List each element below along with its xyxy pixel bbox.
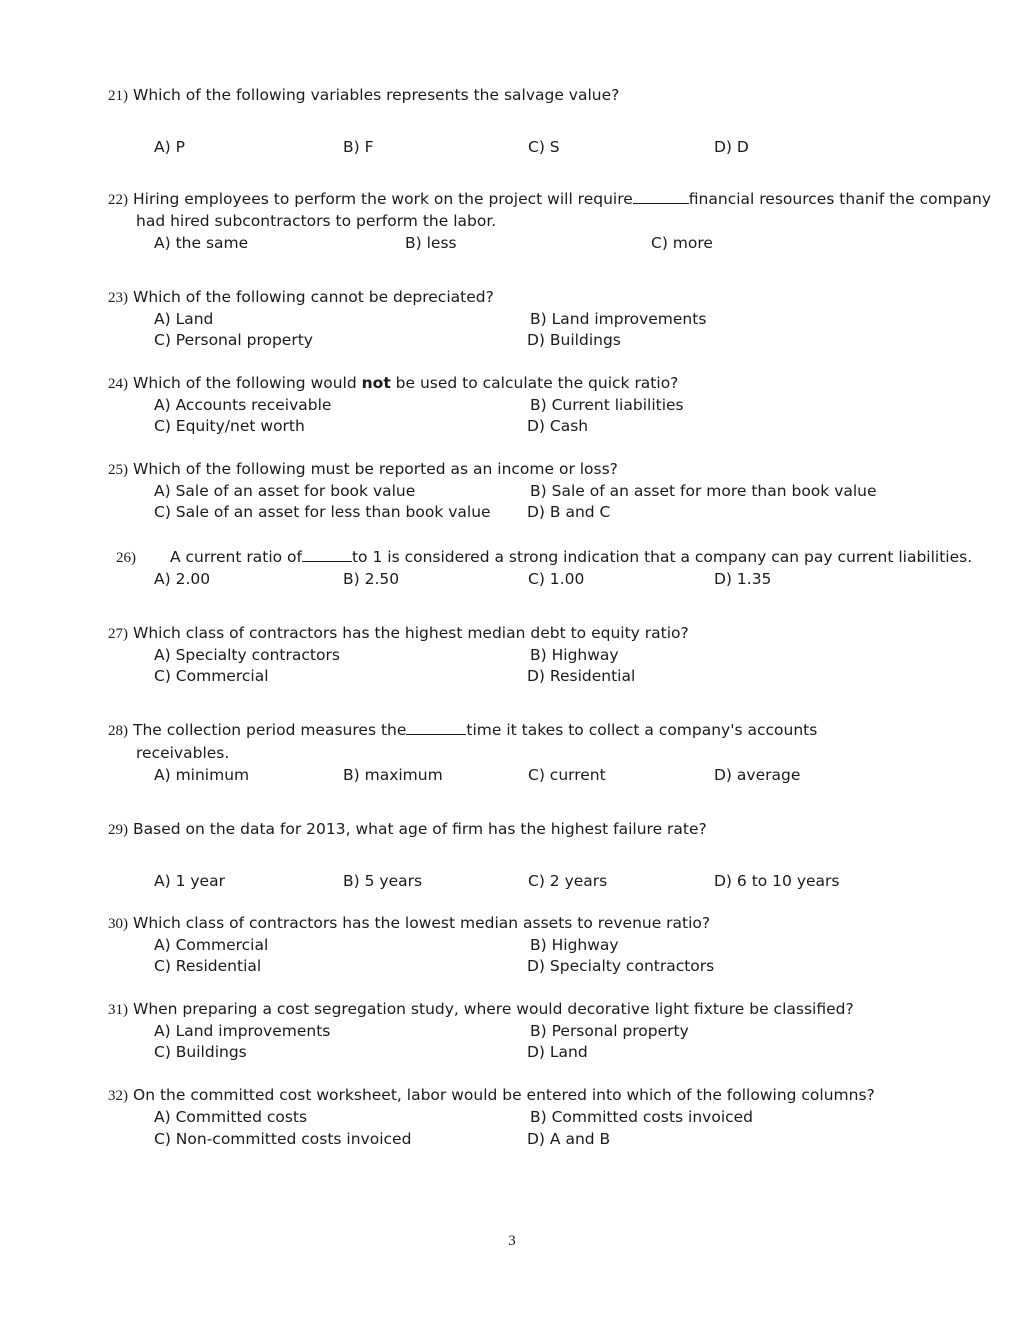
question-number: 26) [116,550,136,566]
question-text-before-blank: The collection period measures the [133,721,407,739]
option-a: A) P [154,138,185,156]
option-a: A) 1 year [154,872,225,890]
page-number: 3 [508,1233,516,1249]
question-number: 23) [108,290,128,306]
option-b: B) less [405,234,457,252]
option-a: A) Committed costs [154,1108,308,1126]
option-d: D) A and B [527,1130,611,1148]
option-b: B) Land improvements [530,310,707,328]
question-stem [116,547,972,568]
question-number: 24) [108,376,128,392]
question-stem [108,819,707,840]
question-text: Which class of contractors has the lowest median assets to revenue ratio? [133,914,711,932]
option-b: B) F [343,138,374,156]
option-a: A) minimum [154,766,250,784]
question-text-before-blank: A current ratio of [170,548,302,566]
question-text-after-emphasis: be used to calculate the quick ratio? [395,374,679,392]
option-d: D) Cash [527,417,589,435]
answer-blank [406,720,466,735]
option-c: C) Buildings [154,1043,247,1061]
option-a: A) Accounts receivable [154,396,332,414]
question-text-after-blank: to 1 is considered a strong indication that a company can pay current liabilities. [351,548,973,566]
option-a: A) Land improvements [154,1022,331,1040]
option-d: D) Specialty contractors [527,957,715,975]
option-c: C) Residential [154,957,262,975]
question-stem [108,459,618,480]
question-stem [108,720,817,741]
option-b: B) Current liabilities [530,396,684,414]
answer-blank [633,189,689,204]
option-d: D) B and C [527,503,611,521]
emphasis-not: not [361,374,391,392]
option-c: C) 2 years [528,872,608,890]
option-b: B) Personal property [530,1022,689,1040]
question-text-after-blank: time it takes to collect a company's accounts [466,721,818,739]
question-number: 31) [108,1002,128,1018]
question-text: Which class of contractors has the highest median debt to equity ratio? [133,624,689,642]
question-number: 21) [108,88,128,104]
option-d: D) D [714,138,749,156]
option-d: D) Buildings [527,331,621,349]
question-text: When preparing a cost segregation study, where would decorative light fixture be classified? [133,1000,854,1018]
question-text: On the committed cost worksheet, labor would be entered into which of the following columns? [133,1086,875,1104]
option-c: C) 1.00 [528,570,585,588]
option-d: D) 1.35 [714,570,772,588]
question-stem [108,287,494,308]
question-text: Which of the following must be reported as an income or loss? [133,460,618,478]
question-stem [108,913,710,934]
option-b: B) 2.50 [343,570,400,588]
question-number: 32) [108,1088,128,1104]
question-number: 29) [108,822,128,838]
option-a: A) the same [154,234,249,252]
option-c: C) Sale of an asset for less than book value [154,503,491,521]
question-text-before-blank: Hiring employees to perform the work on the project will require [133,190,633,208]
option-b: B) 5 years [343,872,423,890]
option-d: D) Land [527,1043,588,1061]
question-text-line2: receivables. [136,744,230,762]
question-stem [108,189,991,210]
question-text: Which of the following variables represents the salvage value? [133,86,620,104]
option-b: B) Sale of an asset for more than book value [530,482,877,500]
question-stem [108,999,854,1020]
question-stem [108,1085,875,1106]
option-b: B) Committed costs invoiced [530,1108,754,1126]
option-c: C) Equity/net worth [154,417,305,435]
question-text-line2: had hired subcontractors to perform the labor. [136,212,497,230]
option-c: C) more [651,234,713,252]
option-d: D) Residential [527,667,636,685]
option-c: C) current [528,766,606,784]
option-c: C) Commercial [154,667,269,685]
question-stem [108,623,689,644]
question-number: 30) [108,916,128,932]
option-a: A) Specialty contractors [154,646,340,664]
question-stem [108,85,619,106]
question-number: 22) [108,192,128,208]
option-c: C) Non-committed costs invoiced [154,1130,412,1148]
question-text-after-blank: financial resources thanif the company [688,190,992,208]
question-number: 27) [108,626,128,642]
option-b: B) maximum [343,766,443,784]
option-a: A) Sale of an asset for book value [154,482,416,500]
question-number: 25) [108,462,128,478]
option-b: B) Highway [530,936,619,954]
option-b: B) Highway [530,646,619,664]
option-d: D) average [714,766,801,784]
option-c: C) S [528,138,560,156]
question-stem [108,373,678,394]
question-number: 28) [108,723,128,739]
question-text-before-emphasis: Which of the following would [133,374,357,392]
question-text: Which of the following cannot be depreciated? [133,288,494,306]
option-c: C) Personal property [154,331,313,349]
option-a: A) Commercial [154,936,269,954]
answer-blank [302,547,352,562]
question-text: Based on the data for 2013, what age of firm has the highest failure rate? [133,820,707,838]
option-a: A) Land [154,310,214,328]
option-a: A) 2.00 [154,570,211,588]
option-d: D) 6 to 10 years [714,872,840,890]
